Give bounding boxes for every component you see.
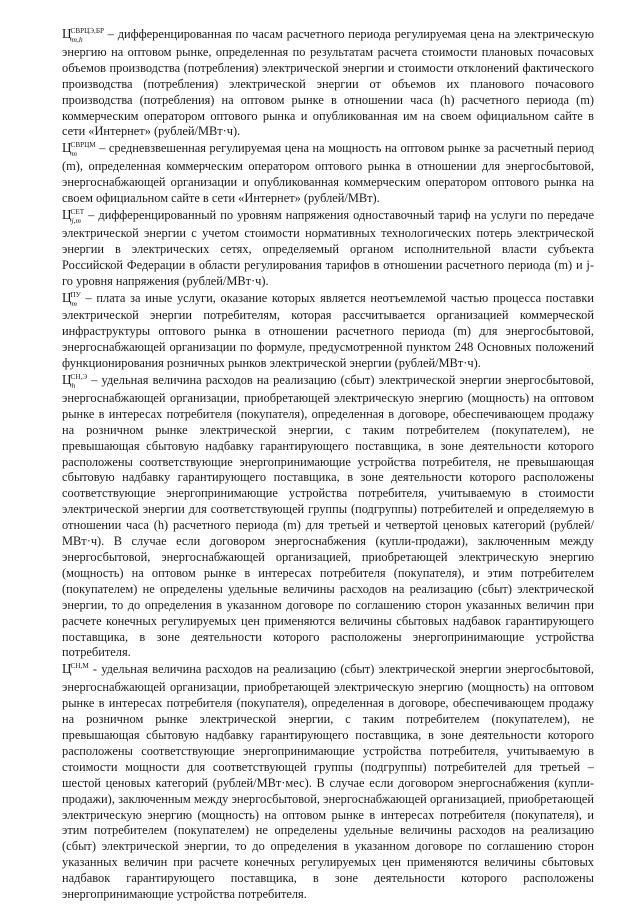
definition-text: – средневзвешенная регулируемая цена на мощность на оптовом рынке за расчетный период (m), определенная коммерческим оператором оптового рынка в отношении для энергосбытовой, энергоснабжающей организации и опубликованная коммерческим оператором оптового рынка на своем официальном сайте в сети «Интернет» (рублей/МВт).: [62, 141, 594, 206]
formula-symbol: $Ц^{СН,М}$: [62, 661, 89, 677]
formula-symbol: $Ц^{СВРЦЭ,БР}$ m,h: [62, 26, 104, 41]
formula-symbol: $Ц^{СВРЦМ}$ m: [62, 140, 96, 155]
symbol-superscript: СЕТ: [70, 207, 85, 216]
formula-symbol: $Ц^{СН,Э}$ h: [62, 372, 87, 387]
definition-entry: [62, 26, 594, 140]
formula-symbol: $Ц^{СЕТ}$ j,m: [62, 207, 84, 222]
symbol-subscript: h: [71, 381, 76, 391]
symbol-subscript: m,h: [71, 35, 83, 44]
definition-entry: [62, 140, 594, 207]
symbol-superscript: ПУ: [70, 290, 81, 299]
symbol-subscript: m: [71, 149, 78, 159]
definition-text: – дифференцированная по часам расчетного периода регулируемая цена на электрическую энергию на оптовом рынке, определенная по результатам расчета стоимости плановых почасовых объемов производства (потребления) электрической энергии и стоимости отклонений фактического производства (потребления) электрической энергии от объемов их планового почасового производства (потребления) на оптовом рынке в отношении часа (h) расчетного периода (m) коммерческим оператором оптового рынка и опубликованная им на своем официальном сайте в сети «Интернет» (рублей/МВт·ч).: [62, 27, 594, 139]
definition-entry: [62, 290, 594, 373]
definition-text: – дифференцированный по уровням напряжения одноставочный тариф на услуги по передаче электрической энергии с учетом стоимости нормативных технологических потерь электрической энергии в электрических сетях, определяемый органом исполнительной власти субъекта Российской Федерации в области регулирования тарифов в отношении расчетного периода (m) и j-го уровня напряжения (рублей/МВт·ч).: [62, 207, 594, 288]
document-page: [62, 26, 594, 903]
symbol-subscript: m: [71, 298, 78, 308]
formula-symbol: $Ц^{ПУ}$ m: [62, 290, 81, 305]
symbol-subscript: j,m: [71, 215, 82, 225]
symbol-superscript: СВРЦМ: [70, 141, 96, 150]
definition-text: - удельная величина расходов на реализацию (сбыт) электрической энергии энергосбытовой, энергоснабжающей организации, приобретающей электрическую энергию (мощность) на оптовом рынке в интересах потребителя (покупателя), определенная в договоре, обеспечивающем продажу на розничном рынке электрической энергии, с таким потребителем (покупателем), не превышающая сбытовую надбавку гарантирующего поставщика, в зоне деятельности которого расположены соответствующие энергопринимающие устройства потребителя, учитываемую в стоимости мощности для соответствующей группы (подгруппы) потребителей для третьей – шестой ценовых категорий (рублей/МВт·мес). В случае если договором энергоснабжения (купли-продажи), заключенным между энергосбытовой, энергоснабжающей организацией, приобретающей электрическую энергию (мощность) на оптовом рынке в интересах потребителя (покупателя), и этим потребителем (покупателем) не определены удельные величины расходов на реализацию (сбыт) электрической энергии, то до определения в указанном договоре по соглашению сторон указанных величин при расчете конечных регулируемых цен применяются величины сбытовых надбавок гарантирующего поставщика, в зоне деятельности которого расположены энергопринимающие устройства потребителя.: [62, 662, 594, 902]
definition-entry: [62, 207, 594, 290]
symbol-superscript: СН,Э: [70, 373, 88, 382]
symbol-superscript: СВРЦЭ,БР: [70, 27, 104, 35]
definition-entry: [62, 372, 594, 661]
symbol-superscript: СН,М: [70, 662, 89, 671]
definition-entry: [62, 661, 594, 903]
definition-text: – удельная величина расходов на реализацию (сбыт) электрической энергии энергосбытовой, энергоснабжающей организации, приобретающей электрическую энергию (мощность) на оптовом рынке в интересах потребителя (покупателя), определенная в договоре, обеспечивающем продажу на розничном рынке электрической энергии, с таким потребителем (покупателем), не превышающая сбытовую надбавку гарантирующего поставщика, в зоне деятельности которого расположены соответствующие энергопринимающие устройства потребителя, не превышающая сбытовую надбавку гарантирующего поставщика, в зоне деятельности которого расположены соответствующие энергопринимающие устройства потребителя, учитываемую в стоимости электрической энергии для соответствующей группы (подгруппы) потребителей и определяемую в отношении часа (h) расчетного периода (m) для третьей и четвертой ценовых категорий (рублей/МВт·ч). В случае если договором энергоснабжения (купли-продажи), заключенным между энергосбытовой, энергоснабжающей организацией, приобретающей электрическую энергию (мощность) на оптовом рынке в интересах потребителя (покупателя), и этим потребителем (покупателем) не определены удельные величины расходов на реализацию (сбыт) электрической энергии, то до определения в указанном договоре по соглашению сторон указанных величин при расчете конечных регулируемых цен применяются величины сбытовых надбавок гарантирующего поставщика, в зоне деятельности которого расположены энергопринимающие устройства потребителя.: [62, 373, 594, 660]
definition-text: – плата за иные услуги, оказание которых является неотъемлемой частью процесса поставки электрической энергии потребителям, которая рассчитывается организацией коммерческой инфраструктуры оптового рынка в отношении расчетного периода (m) для энергосбытовой, энергоснабжающей организации по формуле, предусмотренной пунктом 248 Основных положений функционирования розничных рынков электрической энергии (рублей/МВт·ч).: [62, 290, 594, 371]
